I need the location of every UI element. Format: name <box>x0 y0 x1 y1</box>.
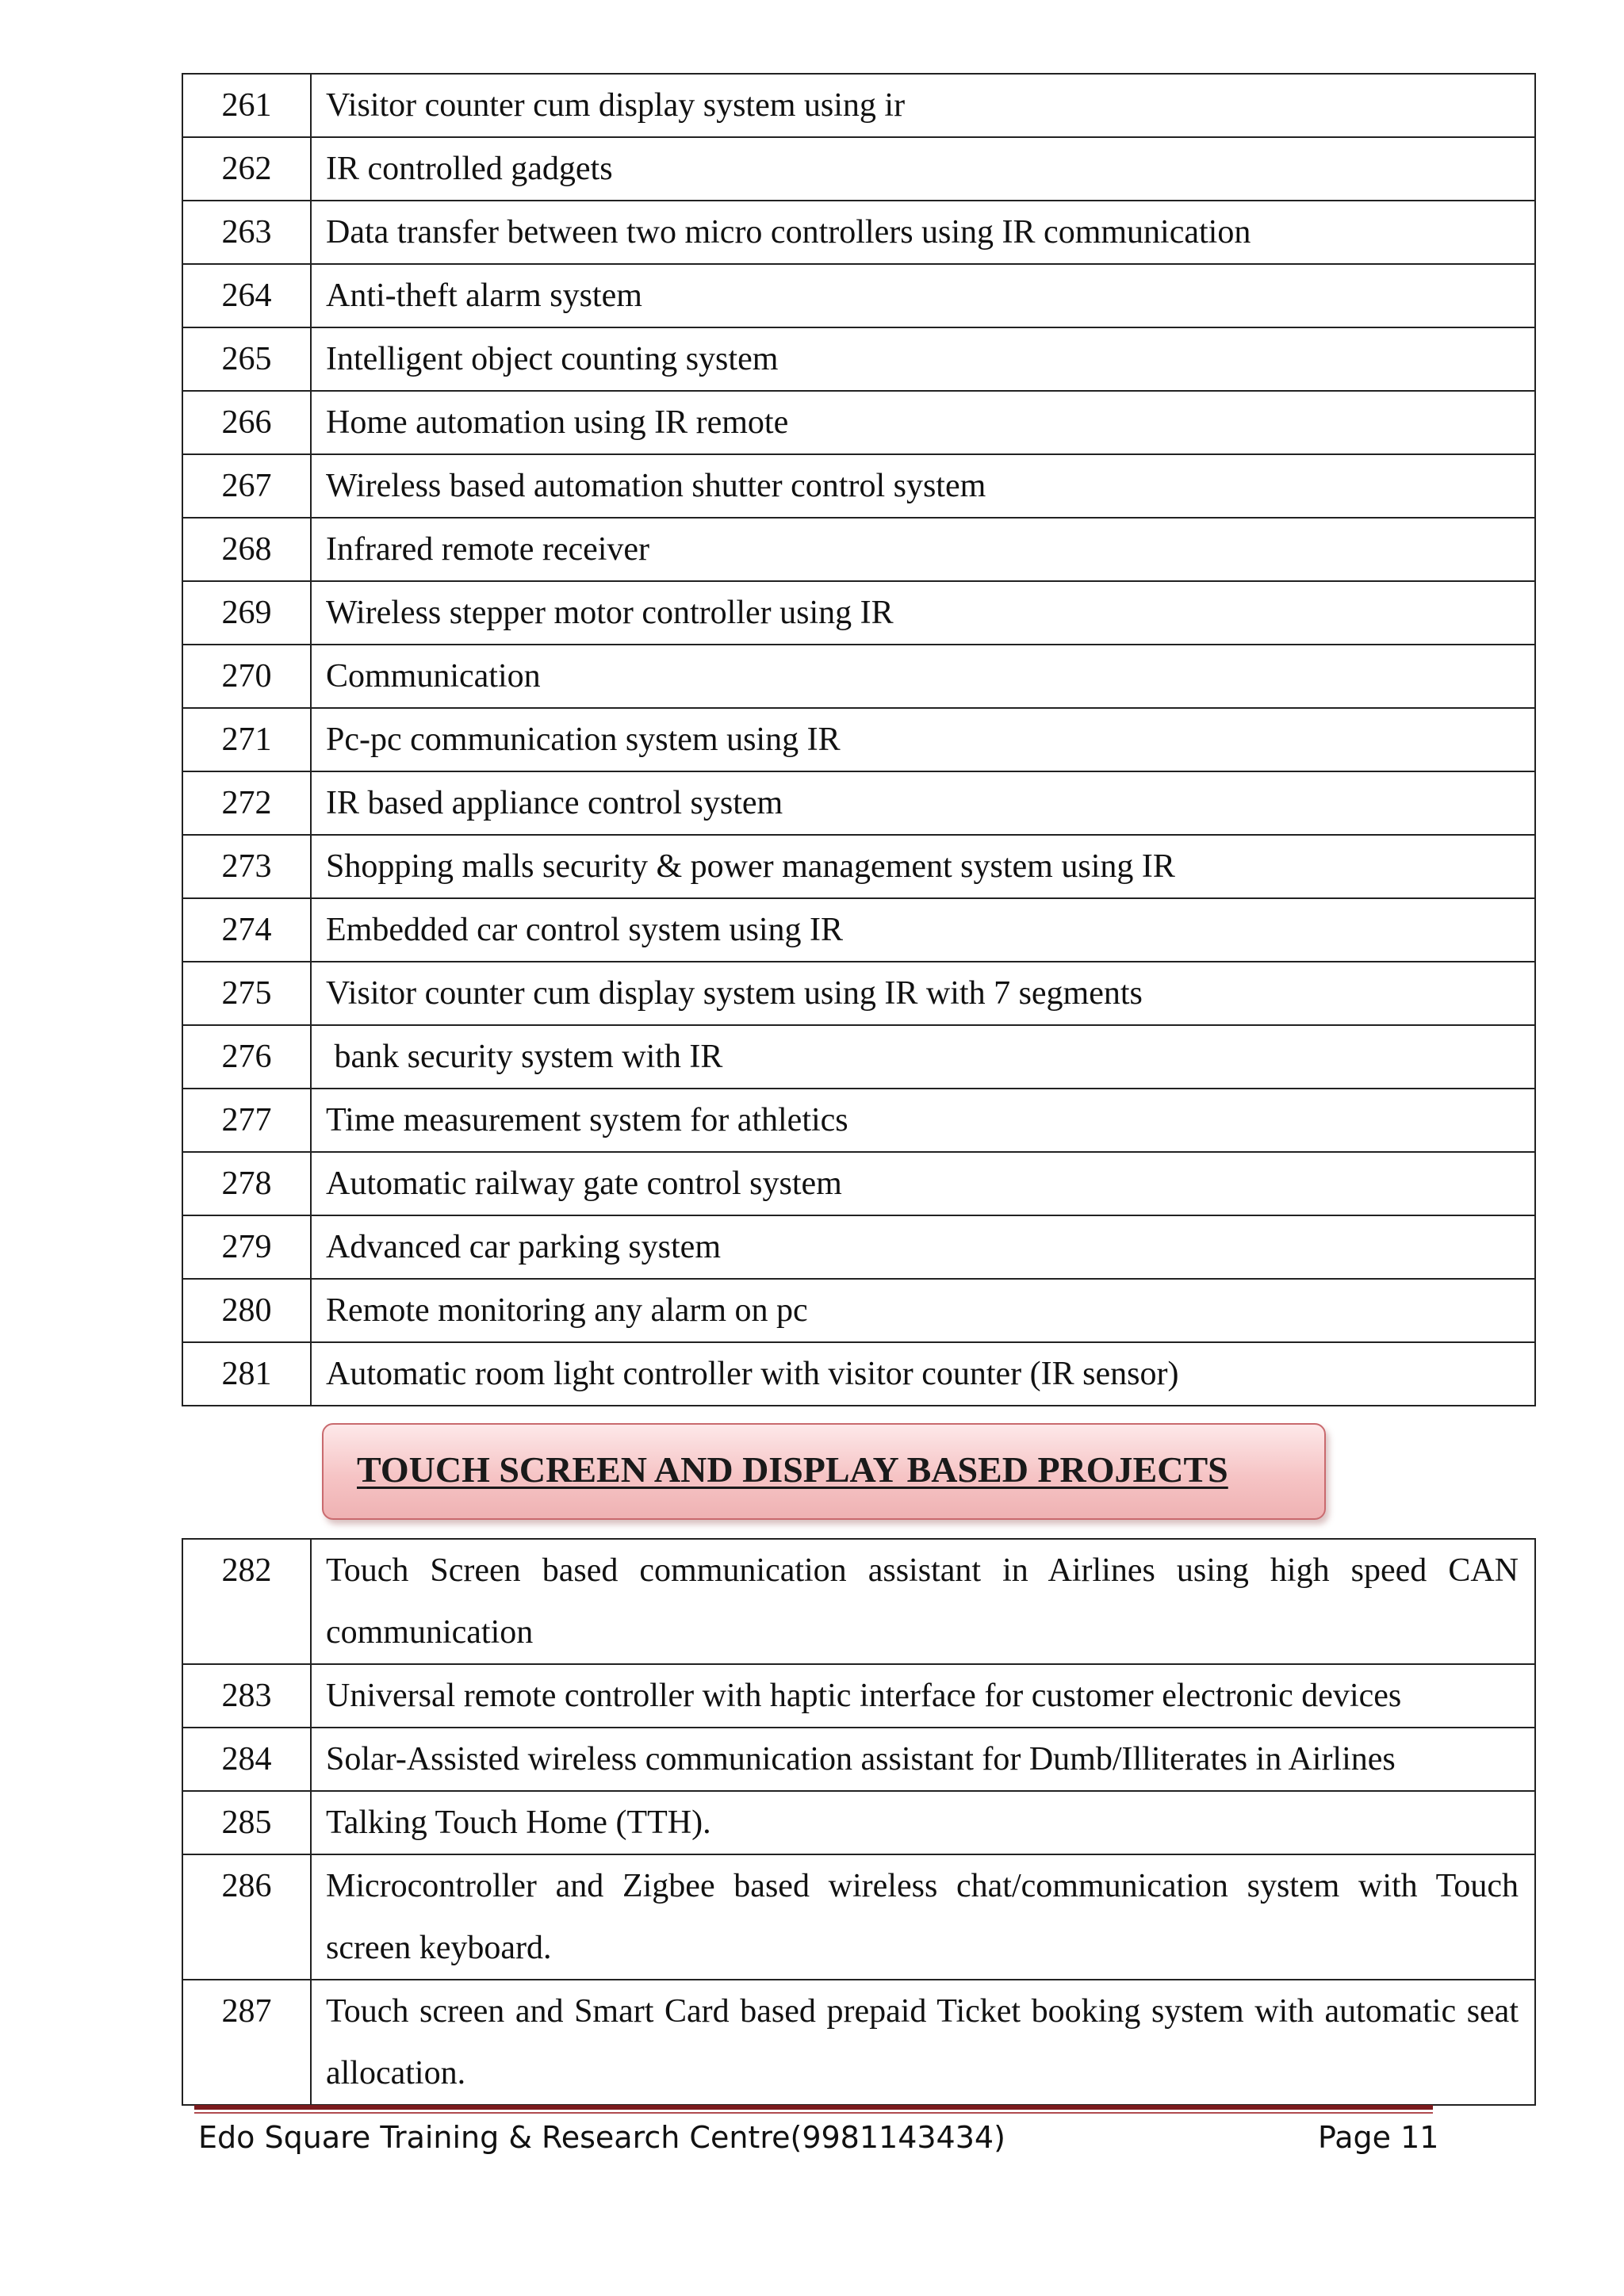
project-number: 287 <box>182 1980 311 2105</box>
table-row <box>182 1279 1535 1342</box>
project-number: 275 <box>182 962 311 1025</box>
table-row <box>182 1089 1535 1152</box>
project-title: Infrared remote receiver <box>311 518 1535 581</box>
section-heading-box <box>322 1423 1326 1520</box>
project-number: 263 <box>182 201 311 264</box>
project-number: 272 <box>182 771 311 835</box>
project-title: Communication <box>311 645 1535 708</box>
project-title: Advanced car parking system <box>311 1215 1535 1279</box>
project-number: 285 <box>182 1791 311 1854</box>
project-number: 265 <box>182 327 311 391</box>
project-number: 266 <box>182 391 311 454</box>
table-row <box>182 645 1535 708</box>
table-row <box>182 962 1535 1025</box>
table-row <box>182 74 1535 137</box>
table-row <box>182 327 1535 391</box>
project-number: 268 <box>182 518 311 581</box>
footer-organization: Edo Square Training & Research Centre(9981143434) <box>198 2120 1005 2155</box>
project-title: Touch screen and Smart Card based prepaid Ticket booking system with automatic seat allocation. <box>311 1980 1535 2105</box>
project-title: Visitor counter cum display system using ir <box>311 74 1535 137</box>
project-number: 267 <box>182 454 311 518</box>
table-row <box>182 1539 1535 1664</box>
table-row <box>182 518 1535 581</box>
project-title: Visitor counter cum display system using IR with 7 segments <box>311 962 1535 1025</box>
project-number: 262 <box>182 137 311 201</box>
table-row <box>182 264 1535 327</box>
project-number: 279 <box>182 1215 311 1279</box>
project-number: 261 <box>182 74 311 137</box>
project-number: 269 <box>182 581 311 645</box>
table-row <box>182 1791 1535 1854</box>
table-row <box>182 1342 1535 1406</box>
project-number: 286 <box>182 1854 311 1980</box>
table-row <box>182 391 1535 454</box>
footer-rule <box>194 2105 1433 2110</box>
project-title: Anti-theft alarm system <box>311 264 1535 327</box>
project-number: 273 <box>182 835 311 898</box>
project-title: Microcontroller and Zigbee based wireless chat/communication system with Touch screen keyboard. <box>311 1854 1535 1980</box>
table-row <box>182 1152 1535 1215</box>
project-title: Universal remote controller with haptic interface for customer electronic devices <box>311 1664 1535 1728</box>
project-title: Intelligent object counting system <box>311 327 1535 391</box>
project-title: Home automation using IR remote <box>311 391 1535 454</box>
table-row <box>182 1215 1535 1279</box>
table-row <box>182 1664 1535 1728</box>
table-row <box>182 835 1535 898</box>
project-number: 274 <box>182 898 311 962</box>
table-row <box>182 137 1535 201</box>
project-title: Solar-Assisted wireless communication assistant for Dumb/Illiterates in Airlines <box>311 1728 1535 1791</box>
project-number: 282 <box>182 1539 311 1664</box>
project-number: 280 <box>182 1279 311 1342</box>
project-title: bank security system with IR <box>311 1025 1535 1089</box>
project-number: 270 <box>182 645 311 708</box>
project-number: 271 <box>182 708 311 771</box>
project-title: Talking Touch Home (TTH). <box>311 1791 1535 1854</box>
table-row <box>182 1025 1535 1089</box>
project-number: 283 <box>182 1664 311 1728</box>
project-title: Shopping malls security & power management system using IR <box>311 835 1535 898</box>
project-title: IR controlled gadgets <box>311 137 1535 201</box>
project-number: 276 <box>182 1025 311 1089</box>
page-number: Page 11 <box>1318 2120 1439 2155</box>
project-title: Wireless based automation shutter control system <box>311 454 1535 518</box>
project-title: Automatic railway gate control system <box>311 1152 1535 1215</box>
project-title: Automatic room light controller with visitor counter (IR sensor) <box>311 1342 1535 1406</box>
project-table-touch-screen <box>182 1538 1536 2106</box>
project-number: 277 <box>182 1089 311 1152</box>
project-title: IR based appliance control system <box>311 771 1535 835</box>
project-title: Remote monitoring any alarm on pc <box>311 1279 1535 1342</box>
table-row <box>182 201 1535 264</box>
project-number: 264 <box>182 264 311 327</box>
project-title: Wireless stepper motor controller using IR <box>311 581 1535 645</box>
table-row <box>182 454 1535 518</box>
table-row <box>182 1728 1535 1791</box>
project-number: 284 <box>182 1728 311 1791</box>
project-number: 278 <box>182 1152 311 1215</box>
project-title: Touch Screen based communication assistant in Airlines using high speed CAN communication <box>311 1539 1535 1664</box>
table-row <box>182 708 1535 771</box>
table-row <box>182 1980 1535 2105</box>
table-row <box>182 898 1535 962</box>
table-row <box>182 581 1535 645</box>
table-row <box>182 1854 1535 1980</box>
section-heading: TOUCH SCREEN AND DISPLAY BASED PROJECTS <box>357 1449 1228 1490</box>
project-title: Data transfer between two micro controllers using IR communication <box>311 201 1535 264</box>
project-title: Time measurement system for athletics <box>311 1089 1535 1152</box>
project-number: 281 <box>182 1342 311 1406</box>
footer-rule-thin <box>194 2112 1433 2114</box>
project-title: Pc-pc communication system using IR <box>311 708 1535 771</box>
project-table-ir <box>182 73 1536 1406</box>
project-title: Embedded car control system using IR <box>311 898 1535 962</box>
table-row <box>182 771 1535 835</box>
